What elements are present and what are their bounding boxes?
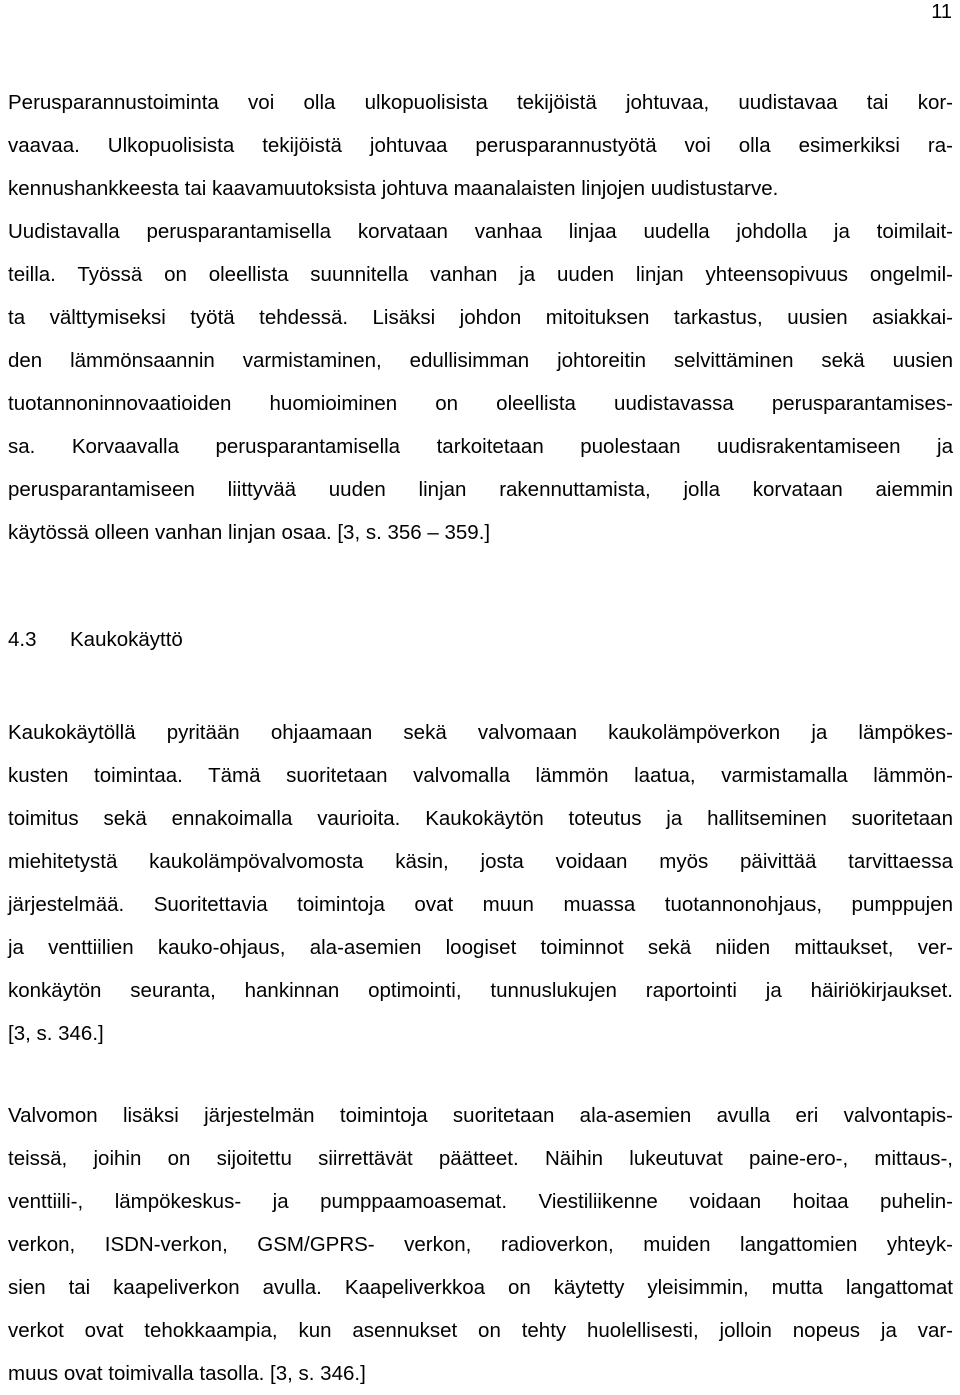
paragraph-kaukokaytto [8,711,953,1055]
text-line: sien tai kaapeliverkon avulla. Kaapeliverkkoa on käytetty yleisimmin, mutta langattomat [8,1276,953,1299]
text-line: käytössä olleen vanhan linjan osaa. [3, s. 356 – 359.] [8,521,491,544]
text-line: miehitetystä kaukolämpövalvomosta käsin, josta voidaan myös päivittää tarvittaessa [8,850,953,873]
text-line: teilla. Työssä on oleellista suunnitella vanhan ja uuden linjan yhteensopivuus ongelmil- [8,263,953,286]
text-line: Perusparannustoiminta voi olla ulkopuolisista tekijöistä johtuvaa, uudistavaa tai kor- [8,91,953,114]
section-title: Kaukokäyttö [70,628,183,651]
text-line: vaavaa. Ulkopuolisista tekijöistä johtuvaa perusparannustyötä voi olla esimerkiksi ra- [8,134,953,157]
text-line: tuotannoninnovaatioiden huomioiminen on oleellista uudistavassa perusparantamises- [8,392,953,415]
paragraph-valvomo [8,1094,953,1395]
text-line: toimitus sekä ennakoimalla vaurioita. Kaukokäytön toteutus ja hallitseminen suoritetaan [8,807,953,830]
text-line: sa. Korvaavalla perusparantamisella tarkoitetaan puolestaan uudisrakentamiseen ja [8,435,953,458]
section-number: 4.3 [8,628,37,651]
text-line: Uudistavalla perusparantamisella korvataan vanhaa linjaa uudella johdolla ja toimilait- [8,220,953,243]
text-line: ja venttiilien kauko-ohjaus, ala-asemien loogiset toiminnot sekä niiden mittaukset, ver- [8,936,953,959]
text-line: verkot ovat tehokkaampia, kun asennukset on tehty huolellisesti, jolloin nopeus ja var- [8,1319,953,1342]
text-line: teissä, joihin on sijoitettu siirrettävät päätteet. Näihin lukeutuvat paine-ero-, mittaus-, [8,1147,953,1170]
page-number: 11 [931,1,952,23]
text-line: konkäytön seuranta, hankinnan optimointi, tunnuslukujen raportointi ja häiriökirjaukset. [8,979,953,1002]
text-line: verkon, ISDN-verkon, GSM/GPRS- verkon, radioverkon, muiden langattomien yhteyk- [8,1233,953,1256]
text-line: kennushankkeesta tai kaavamuutoksista johtuva maanalaisten linjojen uudistustarve. [8,177,779,200]
text-line: järjestelmää. Suoritettavia toimintoja ovat muun muassa tuotannonohjaus, pumppujen [8,893,953,916]
text-line: muus ovat toimivalla tasolla. [3, s. 346.] [8,1362,366,1385]
section-heading [8,618,183,661]
text-line: Kaukokäytöllä pyritään ohjaamaan sekä valvomaan kaukolämpöverkon ja lämpökes- [8,721,953,744]
text-line: ta välttymiseksi työtä tehdessä. Lisäksi johdon mitoituksen tarkastus, uusien asiakkai- [8,306,953,329]
text-line: venttiili-, lämpökeskus- ja pumppaamoasemat. Viestiliikenne voidaan hoitaa puhelin- [8,1190,953,1213]
text-line: perusparantamiseen liittyvää uuden linjan rakennuttamista, jolla korvataan aiemmin [8,478,953,501]
paragraph-perusparannus [8,81,953,554]
text-line: [3, s. 346.] [8,1022,104,1045]
text-line: den lämmönsaannin varmistaminen, edullisimman johtoreitin selvittäminen sekä uusien [8,349,953,372]
text-line: Valvomon lisäksi järjestelmän toimintoja suoritetaan ala-asemien avulla eri valvontapis- [8,1104,953,1127]
text-line: kusten toimintaa. Tämä suoritetaan valvomalla lämmön laatua, varmistamalla lämmön- [8,764,953,787]
